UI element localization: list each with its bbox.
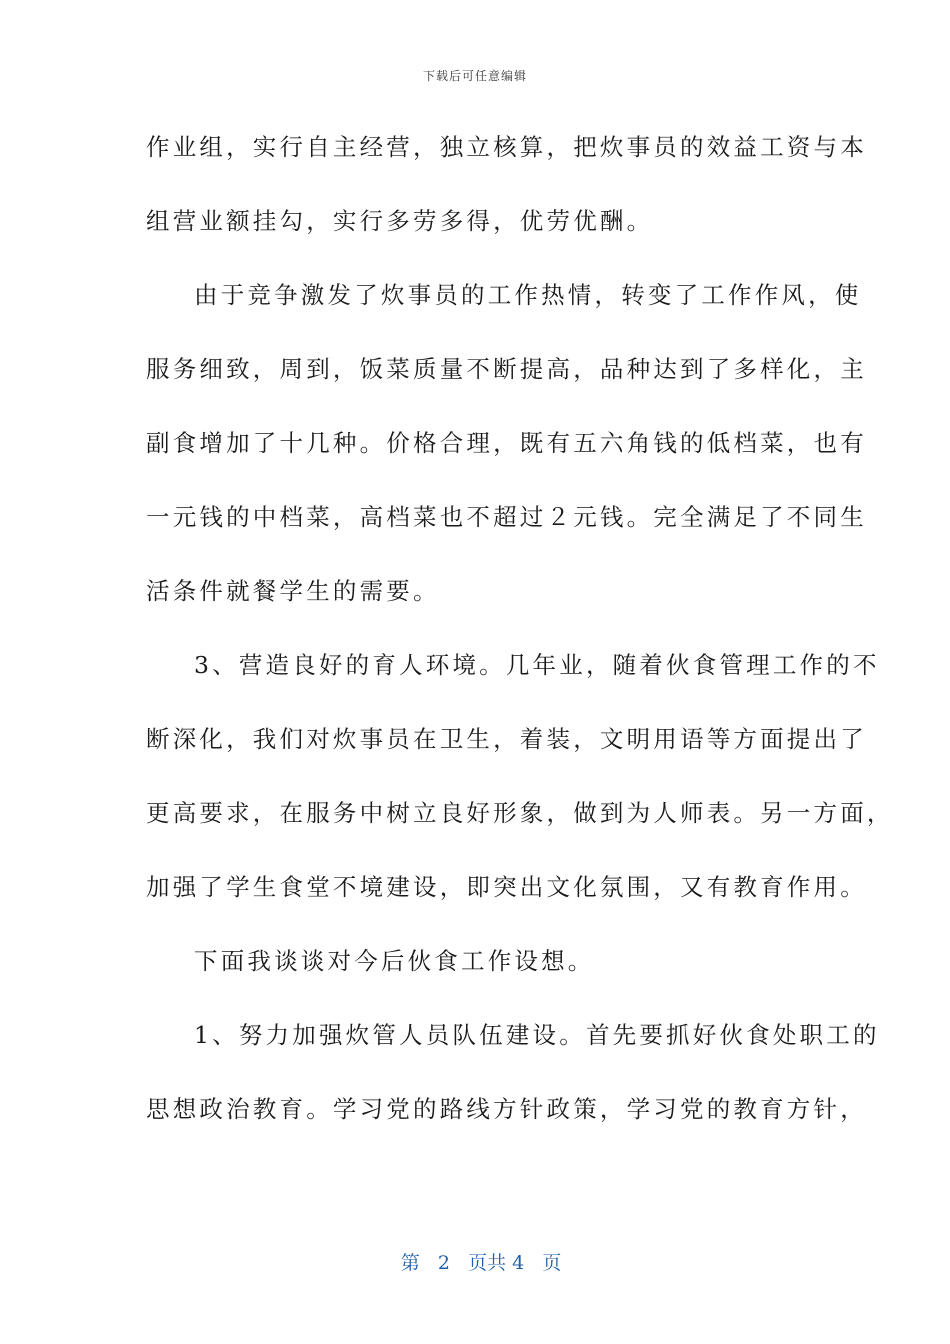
- paragraph-line: 1、努力加强炊管人员队伍建设。首先要抓好伙食处职工的: [194, 1021, 880, 1049]
- total-pages-number: 4: [512, 1252, 525, 1274]
- document-body: [146, 122, 894, 1158]
- page-label-suffix: 页: [542, 1252, 562, 1274]
- paragraph-line: 组营业额挂勾，实行多劳多得，优劳优酬。: [146, 207, 654, 235]
- current-page-number: 2: [437, 1252, 450, 1274]
- paragraph-line: 更高要求，在服务中树立良好形象，做到为人师表。另一方面，: [146, 799, 894, 827]
- page-label-mid: 页共: [468, 1252, 507, 1274]
- paragraph-line: 3、营造良好的育人环境。几年业，随着伙食管理工作的不: [194, 651, 880, 679]
- page-label-prefix: 第: [400, 1252, 420, 1274]
- header-note: 下载后可任意编辑: [422, 69, 527, 83]
- paragraph-line: 一元钱的中档菜，高档菜也不超过２元钱。完全满足了不同生: [146, 503, 867, 531]
- paragraph-line: 服务细致，周到，饭菜质量不断提高，品种达到了多样化，主: [146, 355, 867, 383]
- paragraph-line: 下面我谈谈对今后伙食工作设想。: [194, 947, 595, 975]
- paragraph-line: 由于竞争激发了炊事员的工作热情，转变了工作作风，使: [194, 281, 862, 309]
- page-number-footer: [0, 1226, 950, 1275]
- paragraph-line: 活条件就餐学生的需要。: [146, 577, 440, 605]
- paragraph-line: 思想政治教育。学习党的路线方针政策，学习党的教育方针，: [146, 1095, 867, 1123]
- paragraph-line: 加强了学生食堂不境建设，即突出文化氛围，又有教育作用。: [146, 873, 867, 901]
- paragraph-line: 断深化，我们对炊事员在卫生，着装，文明用语等方面提出了: [146, 725, 867, 753]
- paragraph-line: 作业组，实行自主经营，独立核算，把炊事员的效益工资与本: [146, 133, 867, 161]
- paragraph-line: 副食增加了十几种。价格合理，既有五六角钱的低档菜，也有: [146, 429, 867, 457]
